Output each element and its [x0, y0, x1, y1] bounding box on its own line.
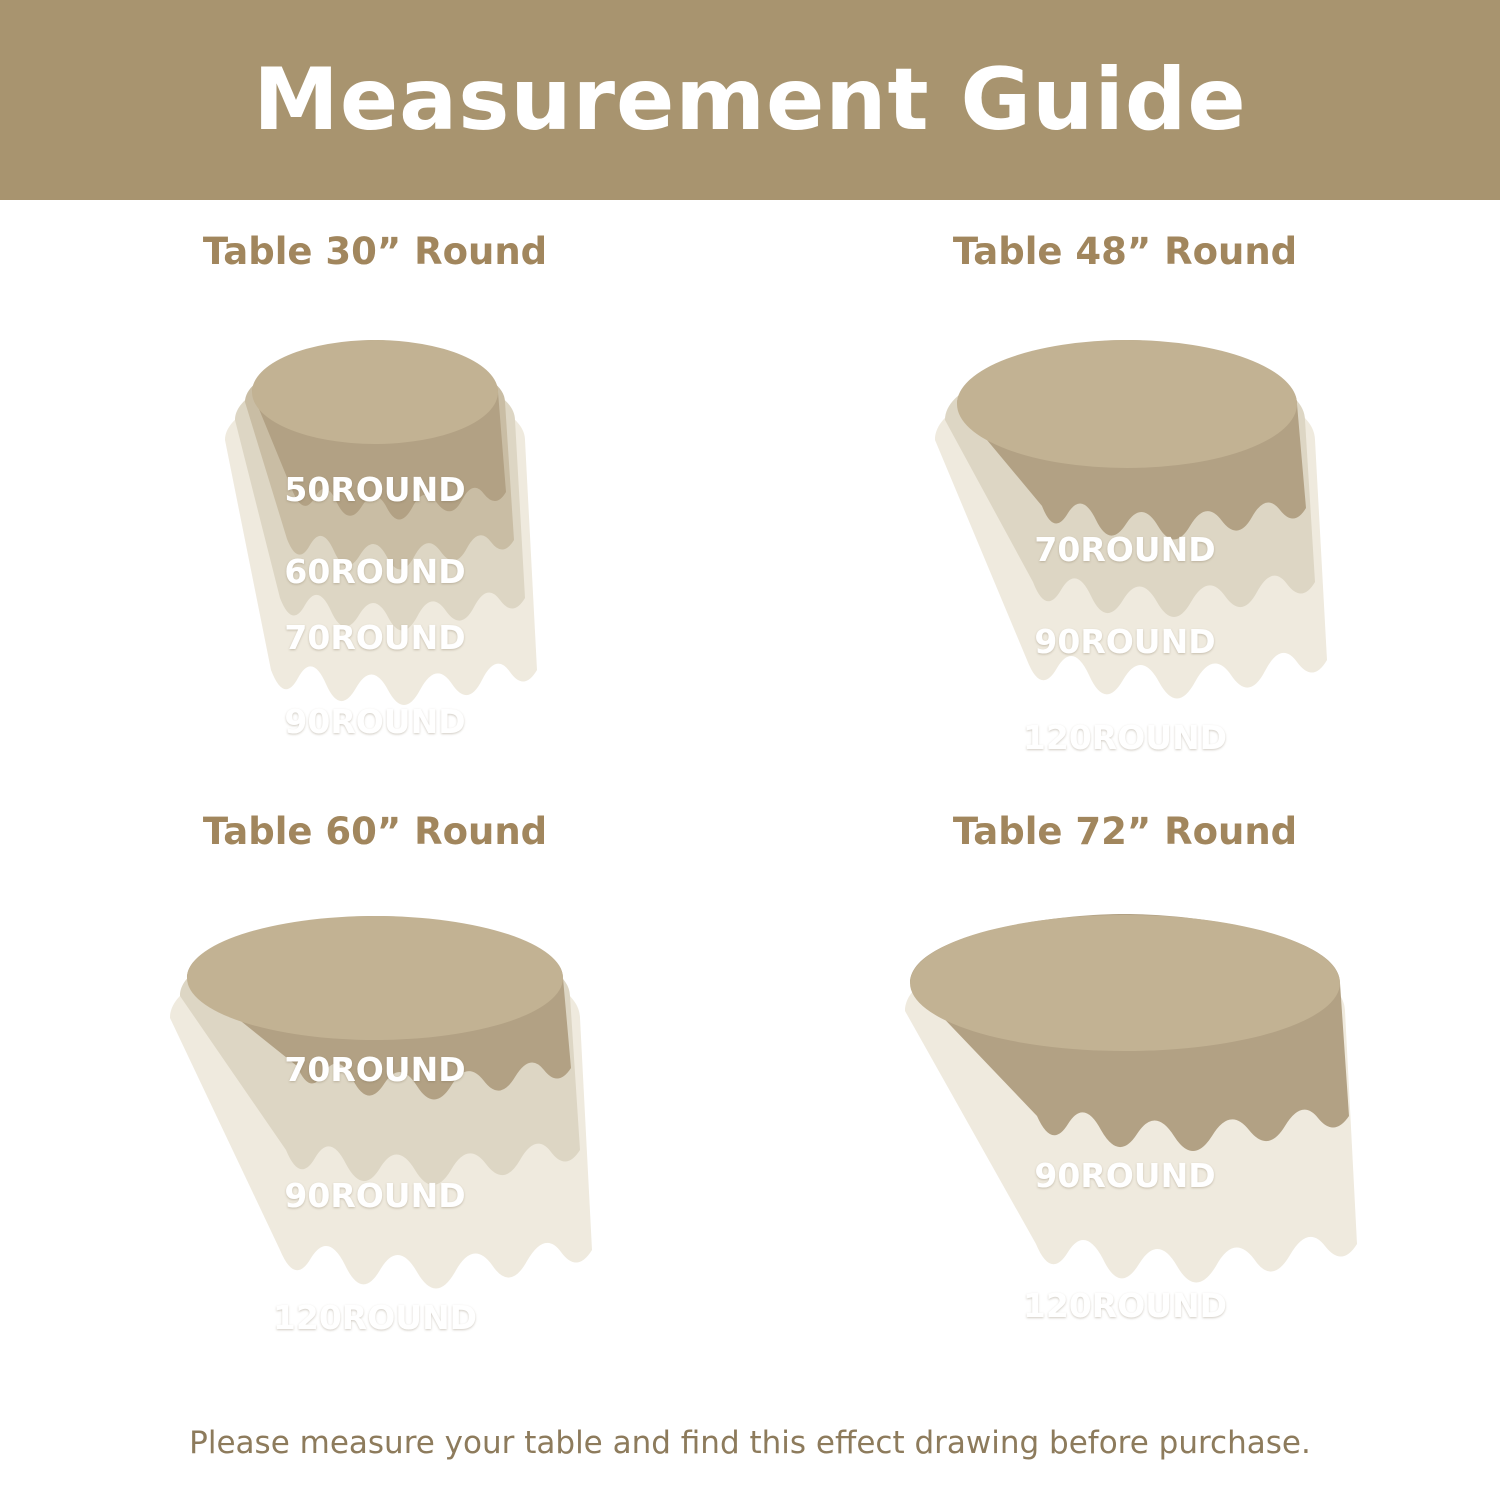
- label-48-1: 70ROUND: [1034, 530, 1216, 569]
- tablecloth-illustration-72: [790, 870, 1460, 1350]
- panel-title-72: Table 72” Round: [952, 810, 1298, 853]
- label-60-3: 120ROUND: [272, 1298, 478, 1337]
- panel-title-30: Table 30” Round: [202, 230, 548, 273]
- label-48-2: 90ROUND: [1034, 622, 1216, 661]
- panel-title-48: Table 48” Round: [952, 230, 1298, 273]
- label-60-1: 70ROUND: [284, 1050, 466, 1089]
- header-banner: [0, 0, 1500, 200]
- label-72-2: 120ROUND: [1022, 1286, 1228, 1325]
- cloth-layer-70round-60: [95, 878, 655, 1148]
- label-60-2: 90ROUND: [284, 1176, 466, 1215]
- label-48-3: 120ROUND: [1022, 718, 1228, 757]
- label-30-3: 70ROUND: [284, 618, 466, 657]
- label-30-1: 50ROUND: [284, 470, 466, 509]
- panel-table-30: [0, 230, 750, 800]
- tablecloth-illustration-48: [815, 290, 1435, 760]
- cloth-layer-50round: [160, 296, 590, 566]
- panel-title-60: Table 60” Round: [202, 810, 548, 853]
- panels-grid: [0, 200, 1500, 1430]
- panel-table-60: [0, 810, 750, 1380]
- cloth-layer-90round-72: [815, 878, 1435, 1198]
- tablecloth-illustration-30: [95, 290, 655, 760]
- panel-table-48: [750, 230, 1500, 800]
- label-30-2: 60ROUND: [284, 552, 466, 591]
- label-72-1: 90ROUND: [1034, 1156, 1216, 1195]
- panel-table-72: [750, 810, 1500, 1380]
- page-title: Measurement Guide: [253, 50, 1247, 150]
- label-30-4: 90ROUND: [284, 702, 466, 741]
- footer-note: Please measure your table and find this effect drawing before purchase.: [189, 1425, 1311, 1461]
- tablecloth-illustration-60: [50, 870, 700, 1350]
